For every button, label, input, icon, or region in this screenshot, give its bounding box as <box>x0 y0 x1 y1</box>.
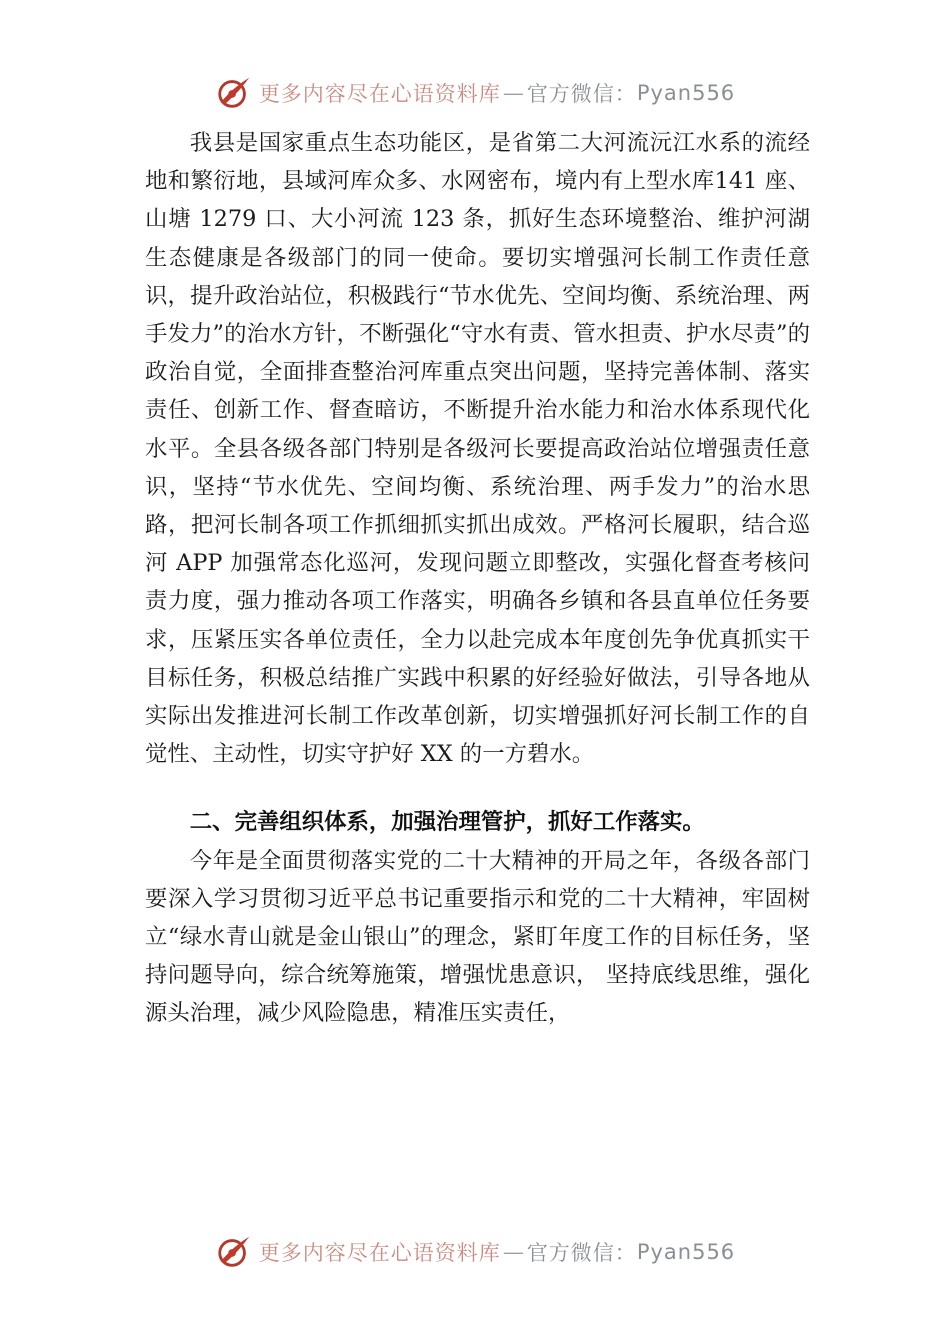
section-heading-2: 二、完善组织体系，加强治理管护，抓好工作落实。 <box>189 809 705 836</box>
watermark-wechat-label: 官方微信： <box>526 82 637 106</box>
watermark-wechat-label: 官方微信： <box>526 1241 637 1265</box>
watermark-separator: — <box>502 81 525 105</box>
paragraph-2: 今年是全面贯彻落实党的二十大精神的开局之年，各级各部门要深入学习贯彻习近平总书记重要指示和党的二十大精神，牢固树立“绿水青山就是金山银山”的理念，紧盯年度工作的目标任务，坚持问题导向，综合统筹施策，增强忧患意识， 坚持底线思维，强化源头治理，减少风险隐患，精准压实责任， <box>145 847 810 1027</box>
brush-logo-icon <box>215 74 253 112</box>
watermark-wechat-id: Pyan556 <box>636 81 736 105</box>
footer-watermark <box>0 1233 950 1271</box>
watermark-text: 更多内容尽在心语资料库 <box>258 1241 501 1265</box>
watermark-separator: — <box>502 1240 525 1264</box>
watermark-wechat-id: Pyan556 <box>636 1240 736 1264</box>
watermark-text: 更多内容尽在心语资料库 <box>258 82 501 106</box>
paragraph-1: 我县是国家重点生态功能区，是省第二大河流沅江水系的流经地和繁衍地，县域河库众多、水网密布，境内有上型水库141 座、山塘 1279 口、大小河流 123 条，抓好生态环境整治、维护河湖生态健康是各级部门的同一使命。要切实增强河长制工作责任意识，提升政治站位，积极践行“节水优先、空间均衡、系统治理、两手发力”的治水方针，不断强化“守水有责、管水担责、护水尽责”的政治自觉，全面排查整治河库重点突出问题，坚持完善体制、落实责任、创新工作、督查暗访，不断提升治水能力和治水体系现代化水平。全县各级各部门特别是各级河长要提高政治站位增强责任意识，坚持“节水优先、空间均衡、系统治理、两手发力”的治水思路，把河长制各项工作抓细抓实抓出成效。严格河长履职，结合巡河 APP 加强常态化巡河，发现问题立即整改，实强化督查考核问责力度，强力推动各项工作落实，明确各乡镇和各县直单位任务要求，压紧压实各单位责任，全力以赴完成本年度创先争优真抓实干目标任务，积极总结推广实践中积累的好经验好做法，引导各地从实际出发推进河长制工作改革创新，切实增强抓好河长制工作的自觉性、主动性，切实守护好 XX 的一方碧水。 <box>145 130 810 768</box>
header-watermark <box>0 74 950 112</box>
document-body <box>145 124 810 1033</box>
brush-logo-icon <box>215 1233 253 1271</box>
